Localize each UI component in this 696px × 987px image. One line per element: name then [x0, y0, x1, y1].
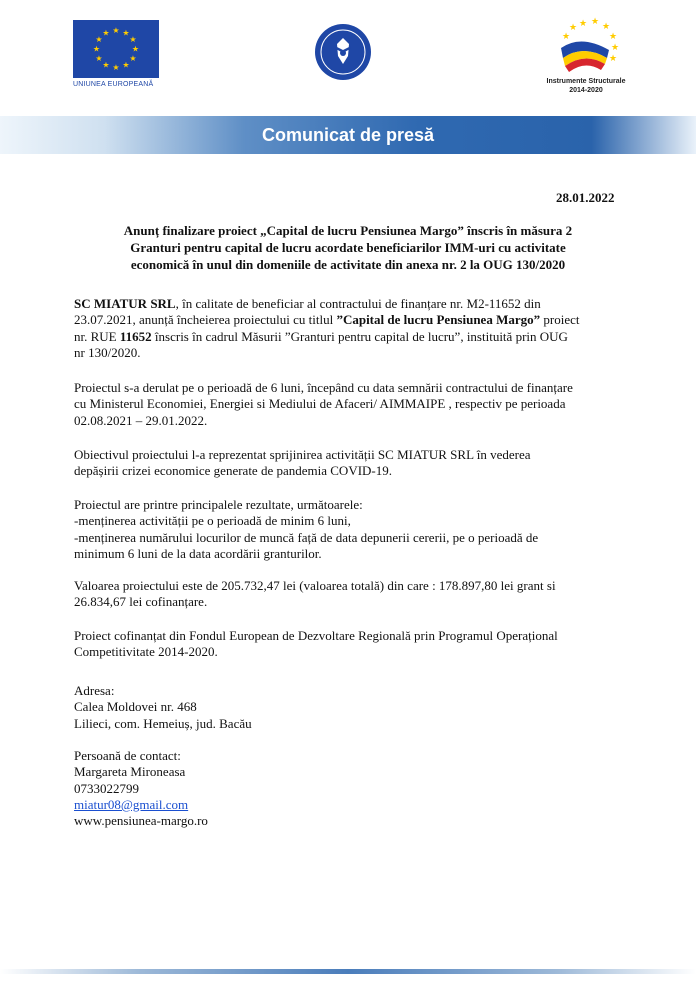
svg-text:★: ★	[601, 21, 611, 31]
eu-logo	[73, 20, 159, 88]
government-seal-icon	[313, 22, 373, 82]
svg-text:★: ★	[561, 31, 571, 41]
objective-line-2: depășirii crizei economice generate de pandemia COVID-19.	[74, 463, 392, 479]
svg-text:★: ★	[92, 44, 101, 54]
results-line-4: minimum 6 luni de la data acordării granturilor.	[74, 545, 322, 561]
rue-number: 11652	[119, 328, 152, 344]
address-block	[74, 683, 624, 732]
funding-line-1: Proiect cofinanțat din Fondul European de Dezvoltare Regională prin Programul Operațional	[74, 628, 558, 643]
release-date: 28.01.2022	[556, 190, 615, 205]
page-title: Comunicat de presă	[261, 125, 435, 145]
funding-line-2: Competitivitate 2014-2020.	[74, 644, 218, 660]
svg-text:★: ★	[112, 63, 120, 72]
period-line-3: 02.08.2021 – 29.01.2022.	[74, 412, 208, 428]
intro-line-2: 23.07.2021, anunță încheierea proiectului cu titlul	[74, 312, 337, 328]
instrumente-structurale-icon	[551, 14, 621, 72]
intro-line-1: , în calitate de beneficiar al contractului de finanțare nr. M2-11652 din	[175, 296, 541, 311]
eu-caption: UNIUNEA EUROPEANĂ	[73, 81, 154, 88]
results-line-2: -menținerea activității pe o perioadă de minim 6 luni,	[74, 513, 351, 529]
paragraph-results	[74, 497, 624, 562]
intro-line-4: nr 130/2020.	[74, 344, 141, 360]
contact-phone: 0733022799	[74, 780, 139, 796]
results-line-1: Proiectul are printre principalele rezultate, următoarele:	[74, 497, 363, 512]
svg-text:★: ★	[568, 22, 578, 32]
intro-line-3: nr. RUE	[74, 328, 120, 344]
contact-label: Persoană de contact:	[74, 748, 181, 763]
instrumente-structurale-logo	[541, 14, 631, 95]
svg-text:★: ★	[131, 44, 140, 54]
intro-line-2-end: proiect	[540, 312, 580, 328]
svg-text:★: ★	[95, 54, 103, 63]
paragraph-intro	[74, 296, 624, 361]
svg-text:★: ★	[95, 35, 103, 44]
period-line-2: cu Ministerul Economiei, Energiei si Mediului de Afaceri/ AIMMAIPE , respectiv pe perioada	[74, 396, 566, 412]
contact-email-link[interactable]: miatur08@gmail.com	[74, 796, 189, 812]
project-title: ”Capital de lucru Pensiunea Margo”	[336, 312, 541, 328]
svg-text:★: ★	[122, 28, 130, 38]
headline	[78, 222, 618, 273]
value-line-2: 26.834,67 lei cofinanțare.	[74, 594, 208, 610]
headline-line-1: Anunț finalizare proiect „Capital de lucru Pensiunea Margo” înscris în măsura 2	[123, 223, 573, 238]
is-caption-line2: 2014-2020	[569, 87, 603, 94]
address-label: Adresa:	[74, 683, 115, 698]
address-city: Lilieci, com. Hemeiuș, jud. Bacău	[74, 715, 252, 731]
company-name: SC MIATUR SRL	[74, 296, 176, 311]
address-street: Calea Moldovei nr. 468	[74, 699, 197, 715]
headline-line-3: economică în unul din domeniile de activitate din anexa nr. 2 la OUG 130/2020	[130, 257, 566, 272]
period-line-1: Proiectul s-a derulat pe o perioadă de 6 luni, începând cu data semnării contractului de finanțare	[74, 380, 573, 395]
is-caption-line1: Instrumente Structurale	[546, 78, 626, 85]
contact-name: Margareta Mironeasa	[74, 764, 186, 780]
svg-text:★: ★	[608, 53, 618, 63]
svg-text:★: ★	[102, 60, 110, 70]
value-line-1: Valoarea proiectului este de 205.732,47 lei (valoarea totală) din care : 178.897,80 lei grant si	[74, 578, 556, 593]
svg-text:★: ★	[578, 18, 588, 28]
svg-text:★: ★	[610, 42, 620, 52]
objective-line-1: Obiectivul proiectului l-a reprezentat sprijinirea activității SC MIATUR SRL în vederea	[74, 447, 531, 462]
intro-line-3-end: înscris în cadrul Măsurii ”Granturi pentru capital de lucru”, instituită prin OUG	[151, 328, 568, 344]
paragraph-objective	[74, 447, 624, 480]
svg-text:★: ★	[129, 35, 137, 44]
footer-divider	[0, 969, 696, 974]
contact-block	[74, 748, 624, 829]
svg-text:★: ★	[608, 31, 618, 41]
results-line-3: -menținerea numărului locurilor de muncă față de data depunerii cererii, pe o perioadă de	[74, 529, 539, 545]
paragraph-period	[74, 380, 624, 429]
svg-text:★: ★	[129, 54, 137, 63]
svg-text:★: ★	[122, 60, 130, 70]
svg-text:★: ★	[590, 16, 600, 26]
paragraph-funding	[74, 628, 624, 661]
paragraph-value	[74, 578, 624, 611]
contact-website: www.pensiunea-margo.ro	[74, 813, 208, 829]
svg-text:★: ★	[102, 28, 110, 38]
svg-text:★: ★	[112, 26, 120, 35]
eu-flag-icon	[73, 20, 159, 78]
headline-line-2: Granturi pentru capital de lucru acordate beneficiarilor IMM-uri cu activitate	[130, 240, 566, 255]
